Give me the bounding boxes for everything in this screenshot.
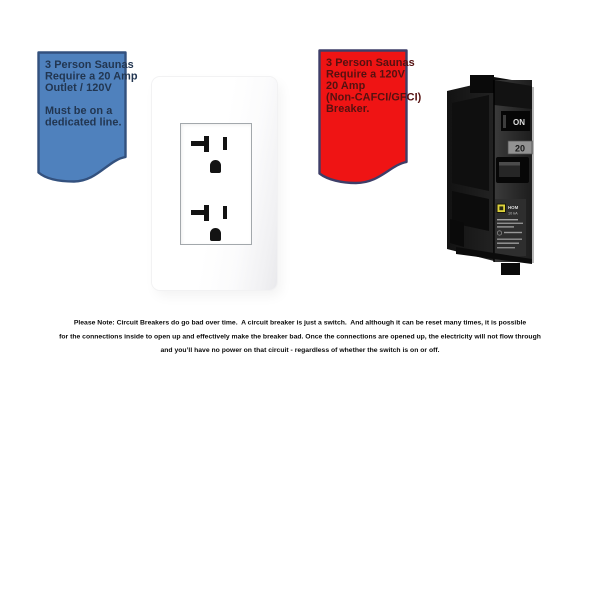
breaker-foot (501, 263, 520, 275)
callout-line: Require a 120V (326, 68, 405, 81)
fine-print-line (497, 223, 523, 224)
breaker-on-label: ON (513, 118, 525, 127)
outlet-photo-wall-plate (152, 77, 277, 290)
ground-hole (210, 228, 221, 241)
receptacle-face (180, 123, 252, 245)
ground-hole (210, 160, 221, 173)
breaker-top-tab (470, 75, 494, 93)
breaker-mounting-hook (450, 219, 464, 247)
note-line: for the connections inside to open up and effectively make the breaker bad. Once the connections are opened up, the electricity will not flow through (59, 333, 541, 341)
breaker-illustration (446, 73, 538, 277)
callout-line: 3 Person Saunas (45, 59, 134, 71)
circuit-breaker-photo (446, 73, 538, 277)
breaker-on-arrow (503, 115, 506, 128)
callout-line: 20 Amp (326, 80, 366, 92)
breaker-brand-label: HOM (508, 205, 519, 210)
callout-line: (Non-CAFCI/GFCI) (326, 91, 422, 104)
breaker-warning-note (31, 316, 568, 357)
breaker-requirement-callout (318, 49, 422, 187)
fine-print-line (497, 243, 519, 244)
callout-line-spacer (45, 94, 124, 106)
callout-line: Outlet / 120V (45, 82, 112, 94)
callout-line: dedicated line. (45, 116, 122, 129)
note-line: and you’ll have no power on that circuit - regardless of whether the switch is on or off. (160, 346, 440, 354)
breaker-amp-label: 20 (514, 143, 526, 154)
note-line: Please Note: Circuit Breakers do go bad over time. A circuit breaker is just a switch. And although it can be reset many times, it is possible (73, 319, 527, 327)
fine-print-line (504, 232, 522, 233)
hot-slot (223, 206, 227, 219)
fine-print-line (497, 226, 514, 227)
callout-line: 3 Person Saunas (326, 57, 415, 69)
hot-slot (223, 137, 227, 150)
neutral-t-slot-horizontal (191, 141, 205, 146)
outlet-requirement-callout (37, 51, 138, 185)
fine-print-line (497, 247, 515, 248)
breaker-side-molding (452, 95, 489, 191)
callout-line: Require a 20 Amp (45, 70, 138, 83)
breaker-callout-text (326, 57, 422, 115)
callout-line: Breaker. (326, 103, 370, 115)
callout-line: Must be on a (45, 105, 113, 117)
fine-print-line (497, 239, 522, 240)
breaker-rating-label: 10 kA (508, 211, 518, 216)
neutral-t-slot-horizontal (191, 210, 205, 215)
fine-print-line (497, 219, 518, 220)
breaker-toggle-highlight (499, 162, 520, 166)
square-d-logo-inner (499, 206, 503, 210)
outlet-callout-text (45, 59, 138, 129)
